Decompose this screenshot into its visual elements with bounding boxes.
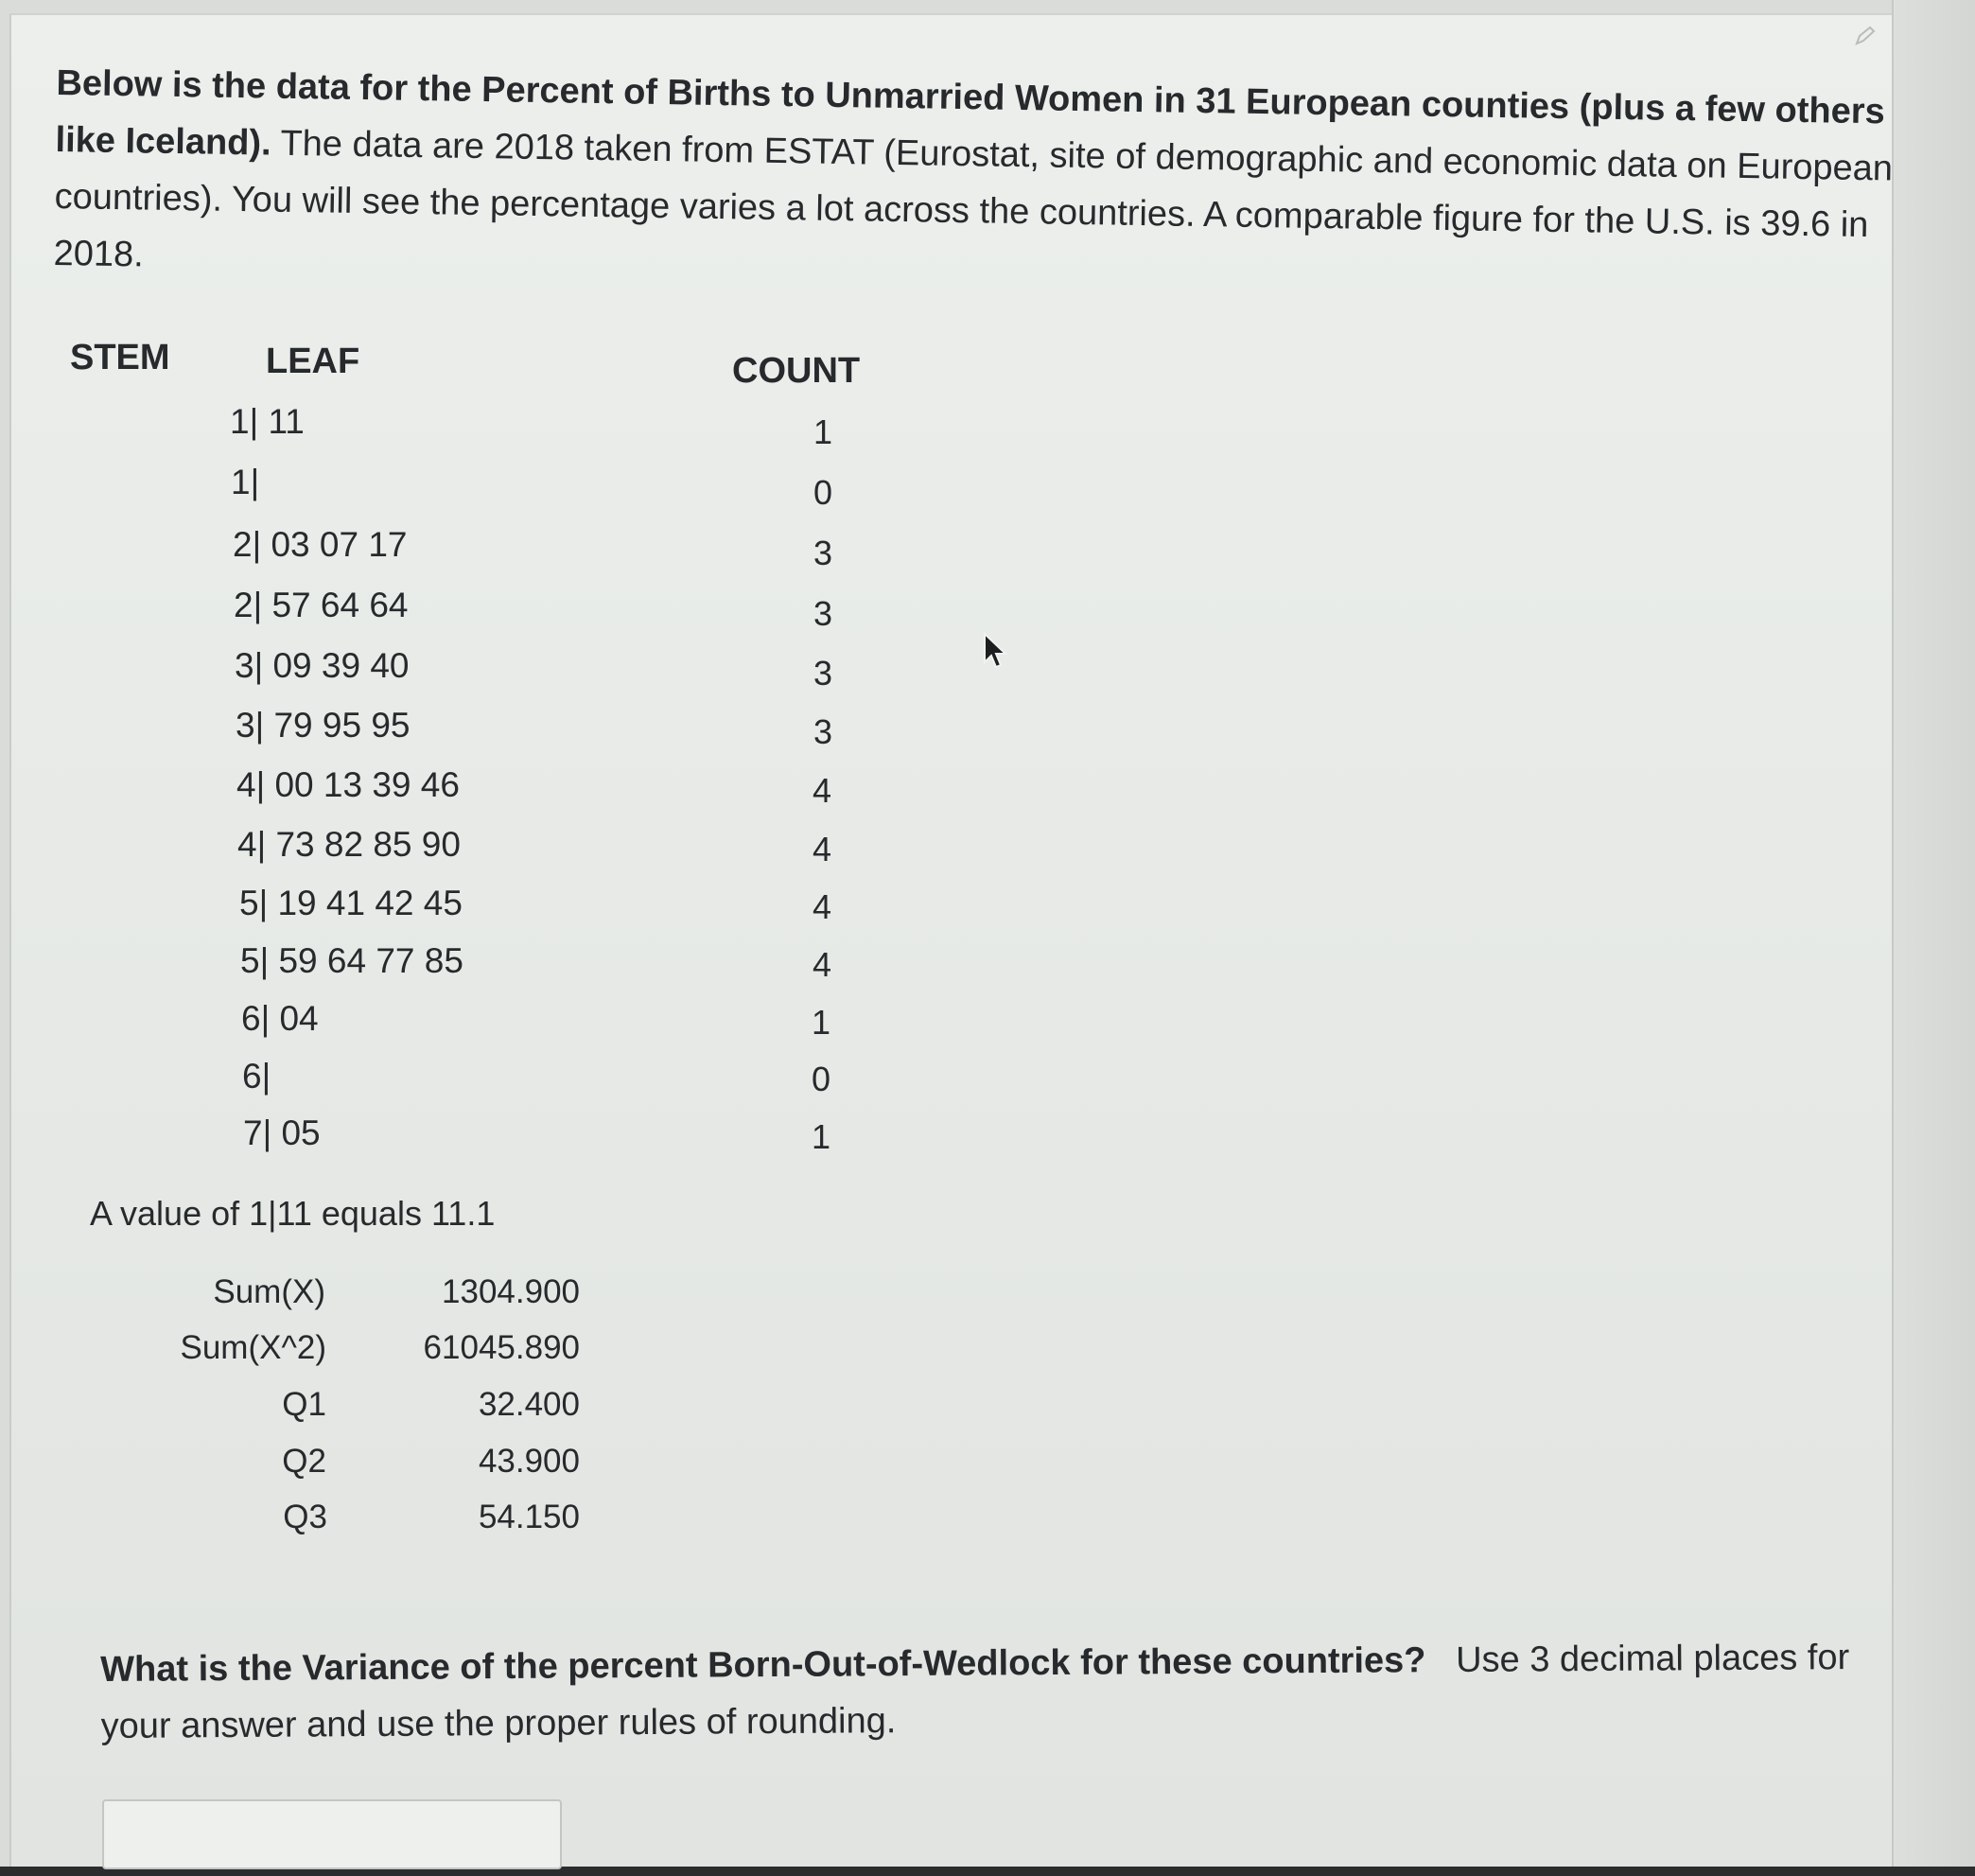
stem-row: 2| 57 64 64 <box>234 586 409 624</box>
stat-value: 43.900 <box>478 1443 580 1480</box>
count-value: 4 <box>812 887 832 926</box>
stem-row: 6| <box>242 1057 271 1096</box>
stem-row: 5| 19 41 42 45 <box>239 884 463 922</box>
leaf-header: LEAF <box>266 342 360 381</box>
count-header: COUNT <box>732 351 861 391</box>
stat-value: 32.400 <box>478 1386 580 1423</box>
count-value: 0 <box>813 473 833 512</box>
intro-lead: Below is the data for the Percent of Births to Unmarried Women in 31 European counties (plus a few others like Iceland). <box>55 62 1886 164</box>
count-value: 3 <box>813 534 833 572</box>
stem-row: 3| 09 39 40 <box>235 646 410 685</box>
stat-value: 1304.900 <box>442 1273 580 1310</box>
answer-input[interactable] <box>102 1799 562 1869</box>
stem-header: STEM <box>70 338 170 377</box>
stem-row: 5| 59 64 77 85 <box>240 941 463 980</box>
stat-label: Q3 <box>283 1499 327 1535</box>
stem-row: 6| 04 <box>241 999 319 1038</box>
count-value: 3 <box>813 594 833 633</box>
stem-row: 4| 73 82 85 90 <box>237 825 461 864</box>
stem-row: 1| 11 <box>230 402 305 441</box>
stem-row: 7| 05 <box>243 1113 321 1152</box>
question-rest: Use 3 decimal places for your answer and use the proper rules of rounding. <box>100 1638 1850 1746</box>
intro-paragraph <box>53 55 1939 311</box>
stem-row: 3| 79 95 95 <box>236 706 411 745</box>
edit-pencil-icon[interactable] <box>1852 23 1879 49</box>
count-value: 3 <box>813 654 833 693</box>
stat-value: 61045.890 <box>423 1329 580 1366</box>
count-value: 4 <box>812 771 832 810</box>
question-bold: What is the Variance of the percent Born-Out-of-Wedlock for these countries? <box>100 1640 1426 1690</box>
stat-value: 54.150 <box>478 1499 580 1535</box>
count-value: 0 <box>811 1060 831 1098</box>
stem-row: 1| <box>231 463 260 501</box>
stat-label: Sum(X) <box>213 1273 325 1310</box>
count-value: 4 <box>812 830 832 868</box>
count-value: 3 <box>813 712 833 751</box>
intro-rest: The data are 2018 taken from ESTAT (Eurostat, site of demographic and economic data on European countries). You will see the percentage varies a lot across the countries. A comparable figure for the U.S. is 39.6 in 2018. <box>53 123 1894 275</box>
stem-leaf-key: A value of 1|11 equals 11.1 <box>90 1194 496 1233</box>
stem-row: 2| 03 07 17 <box>233 525 408 564</box>
count-value: 1 <box>811 1117 831 1156</box>
stat-label: Q2 <box>282 1443 326 1480</box>
stem-row: 4| 00 13 39 46 <box>236 765 460 804</box>
question-text <box>100 1629 1898 1755</box>
count-value: 1 <box>811 1003 831 1042</box>
count-value: 1 <box>813 412 833 451</box>
stat-label: Sum(X^2) <box>180 1329 326 1366</box>
mouse-pointer-icon <box>982 632 1010 674</box>
stat-label: Q1 <box>282 1386 326 1423</box>
count-value: 4 <box>812 945 832 984</box>
